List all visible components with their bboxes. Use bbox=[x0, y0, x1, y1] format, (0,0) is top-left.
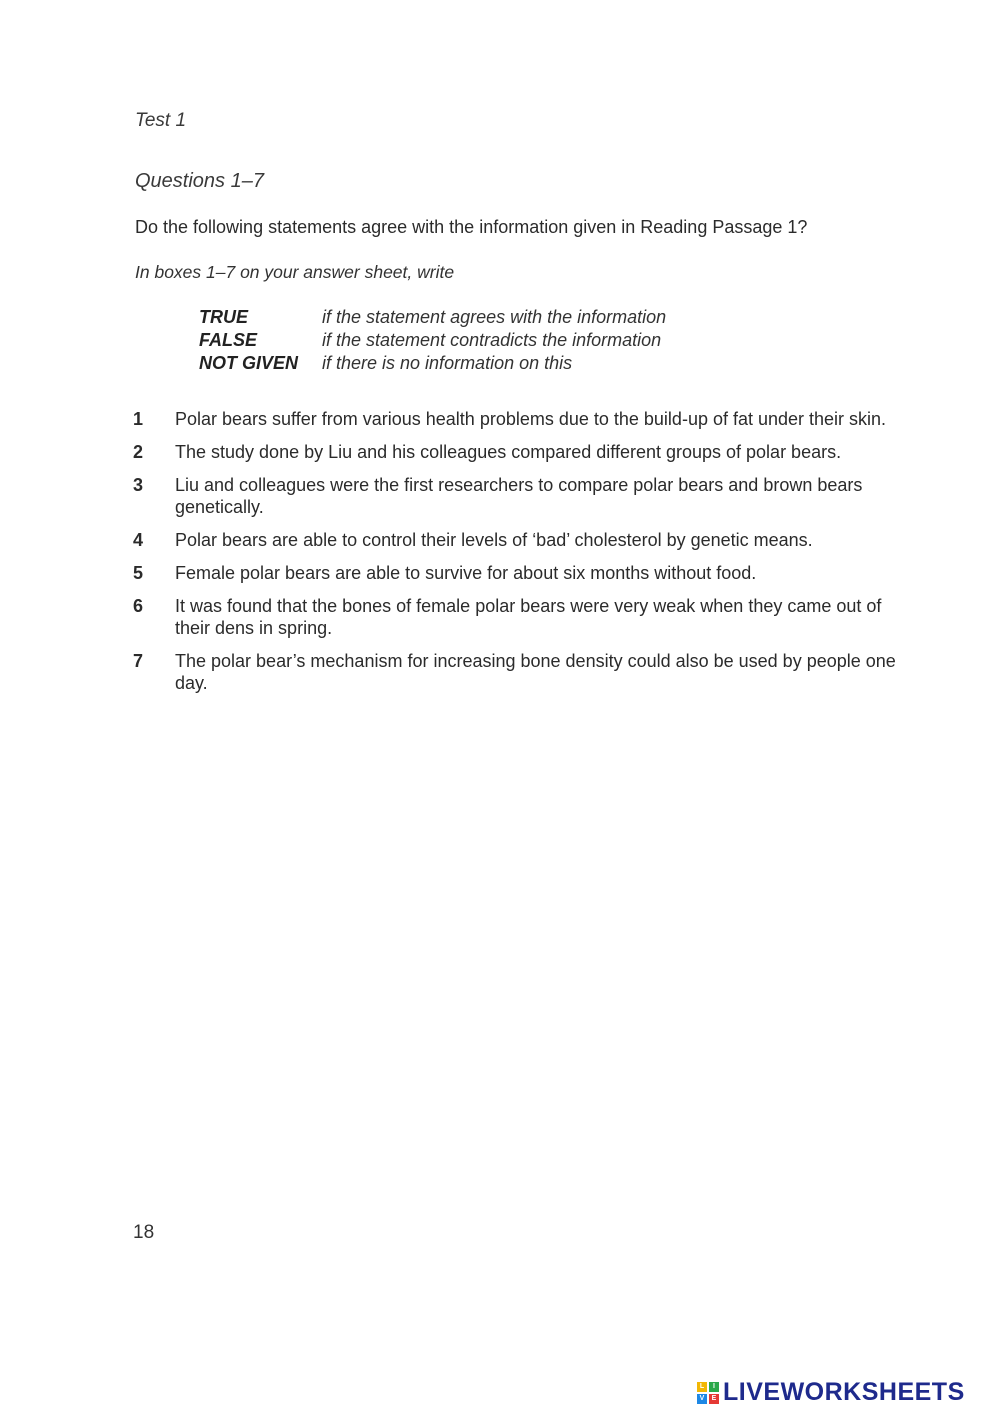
key-definition: if the statement agrees with the information bbox=[322, 307, 667, 327]
question-list bbox=[133, 408, 903, 705]
answer-sheet-instruction: In boxes 1–7 on your answer sheet, write bbox=[135, 262, 455, 282]
question-text: Polar bears suffer from various health problems due to the build-up of fat under their skin. bbox=[175, 409, 887, 429]
questions-heading: Questions 1–7 bbox=[135, 170, 264, 192]
key-row-not-given bbox=[199, 352, 666, 375]
liveworksheets-wordmark: LIVEWORKSHEETS bbox=[723, 1378, 965, 1406]
question-text: The study done by Liu and his colleagues compared different groups of polar bears. bbox=[175, 442, 842, 462]
mark-letter: E bbox=[709, 1394, 719, 1404]
question-item bbox=[133, 441, 903, 463]
question-number: 3 bbox=[133, 475, 144, 495]
question-item bbox=[133, 650, 903, 694]
mark-letter: L bbox=[697, 1382, 707, 1392]
key-definition: if the statement contradicts the information bbox=[322, 330, 662, 350]
question-text: It was found that the bones of female polar bears were very weak when they came out of their dens in spring. bbox=[175, 596, 882, 638]
mark-letter: V bbox=[697, 1394, 707, 1404]
question-item bbox=[133, 595, 903, 639]
question-number: 5 bbox=[133, 563, 144, 583]
key-term: TRUE bbox=[199, 307, 248, 327]
instruction-text: Do the following statements agree with the information given in Reading Passage 1? bbox=[135, 217, 808, 237]
key-term: FALSE bbox=[199, 330, 258, 350]
question-item bbox=[133, 408, 903, 430]
page-number: 18 bbox=[133, 1222, 155, 1243]
key-term: NOT GIVEN bbox=[199, 353, 299, 373]
key-row-false bbox=[199, 329, 666, 352]
test-label: Test 1 bbox=[135, 110, 187, 131]
question-number: 7 bbox=[133, 651, 144, 671]
key-row-true bbox=[199, 306, 666, 329]
key-definition: if there is no information on this bbox=[322, 353, 573, 373]
question-text: Female polar bears are able to survive for about six months without food. bbox=[175, 563, 757, 583]
liveworksheets-mark-icon bbox=[697, 1382, 719, 1404]
question-text: Polar bears are able to control their levels of ‘bad’ cholesterol by genetic means. bbox=[175, 530, 813, 550]
question-item bbox=[133, 562, 903, 584]
question-item bbox=[133, 474, 903, 518]
question-number: 2 bbox=[133, 442, 144, 462]
question-number: 6 bbox=[133, 596, 144, 616]
answer-key-table bbox=[199, 306, 666, 375]
question-text: Liu and colleagues were the first researchers to compare polar bears and brown bears genetically. bbox=[175, 475, 863, 517]
question-number: 1 bbox=[133, 409, 144, 429]
mark-letter: I bbox=[709, 1382, 719, 1392]
liveworksheets-logo[interactable] bbox=[697, 1378, 965, 1407]
question-number: 4 bbox=[133, 530, 144, 550]
question-text: The polar bear’s mechanism for increasing bone density could also be used by people one day. bbox=[175, 651, 896, 693]
question-item bbox=[133, 529, 903, 551]
